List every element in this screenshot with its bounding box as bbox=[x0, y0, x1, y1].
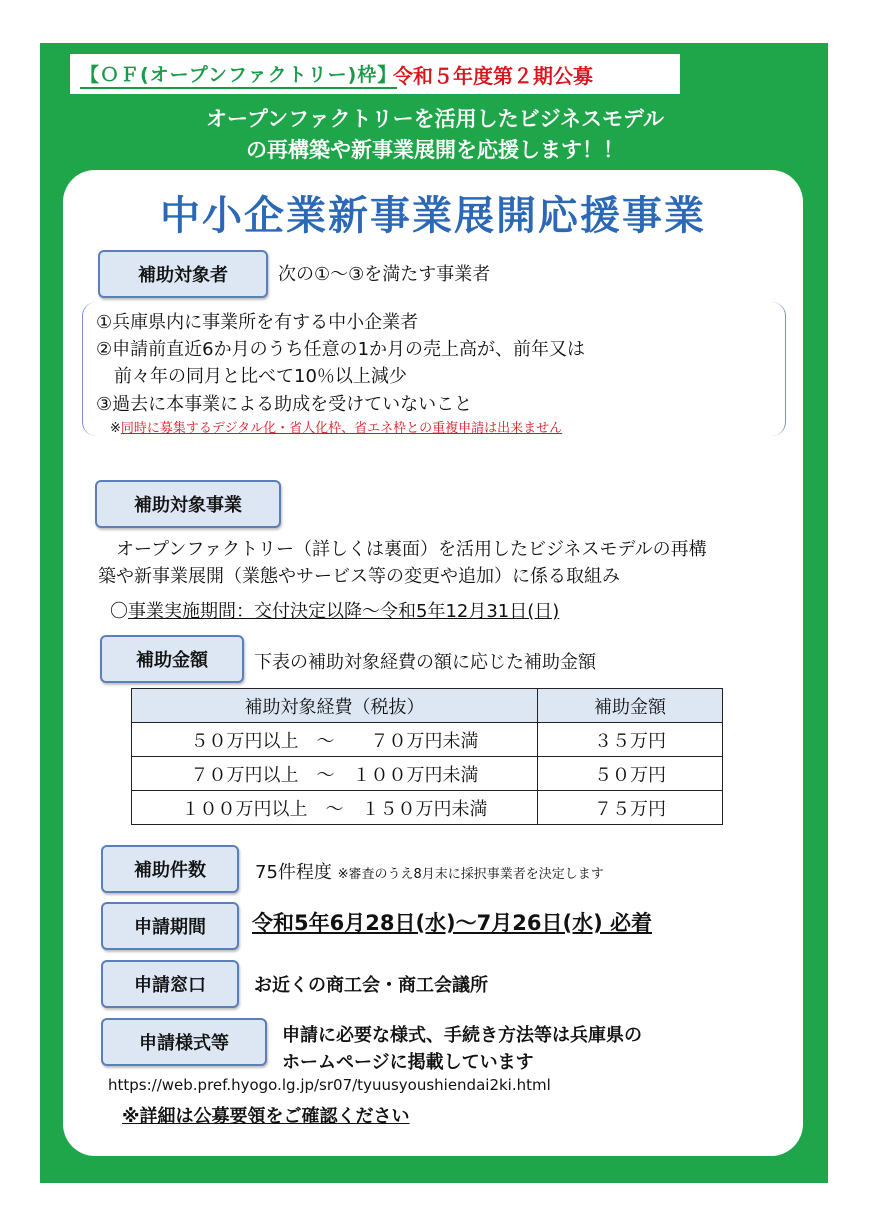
tagline-line-1: オープンファクトリーを活用したビジネスモデル bbox=[205, 107, 664, 131]
detail-note: ※詳細は公募要領をご確認ください bbox=[122, 1106, 410, 1127]
eligibility-item-2: ②申請前直近6か月のうち任意の1か月の売上高が、前年又は bbox=[96, 339, 586, 360]
eligibility-item-2-cont: 前々年の同月と比べて10％以上減少 bbox=[96, 366, 407, 387]
table-cell-amount: ３５万円 bbox=[538, 723, 723, 757]
hyogo-url-link[interactable]: https://web.pref.hyogo.lg.jp/sr07/tyuusyoushiendai2ki.html bbox=[108, 1076, 551, 1094]
application-period-label: 申請期間 bbox=[101, 902, 239, 950]
forms-value-2: ホームページに掲載しています bbox=[282, 1052, 534, 1073]
project-desc-2: 築や新事業展開（業態やサービス等の変更や追加）に係る取組み bbox=[98, 566, 620, 587]
project-period: 〇事業実施期間：交付決定以降～令和5年12月31日(日) bbox=[110, 601, 560, 622]
eligibility-item-1: ①兵庫県内に事業所を有する中小企業者 bbox=[96, 312, 419, 333]
project-label: 補助対象事業 bbox=[95, 480, 281, 528]
eligibility-item-3: ③過去に本事業による助成を受けていないこと bbox=[96, 394, 473, 415]
subsidy-table bbox=[131, 688, 723, 825]
table-header-amount: 補助金額 bbox=[538, 689, 723, 723]
tagline-line-2: の再構築や新事業展開を応援します！！ bbox=[246, 138, 624, 162]
duplicate-note: ※同時に募集するデジタル化・省人化枠、省エネ枠との重複申請は出来ません bbox=[110, 421, 563, 436]
table-cell-amount: ７５万円 bbox=[538, 791, 723, 825]
frame-tag: 【ＯＦ(オープンファクトリー)枠】 bbox=[80, 60, 397, 89]
office-value: お近くの商工会・商工会議所 bbox=[254, 975, 488, 996]
table-cell-cost: １００万円以上 ～ １５０万円未満 bbox=[132, 791, 538, 825]
office-label: 申請窓口 bbox=[101, 960, 239, 1008]
table-cell-cost: ７０万円以上 ～ １００万円未満 bbox=[132, 757, 538, 791]
eligibility-intro: 次の①～③を満たす事業者 bbox=[278, 264, 491, 285]
table-row bbox=[132, 791, 723, 825]
table-header-row bbox=[132, 689, 723, 723]
project-desc-1: オープンファクトリー（詳しくは裏面）を活用したビジネスモデルの再構 bbox=[98, 539, 707, 560]
forms-label: 申請様式等 bbox=[101, 1018, 267, 1066]
table-cell-amount: ５０万円 bbox=[538, 757, 723, 791]
table-row bbox=[132, 723, 723, 757]
forms-value-1: 申請に必要な様式、手続き方法等は兵庫県の bbox=[282, 1025, 642, 1046]
table-row bbox=[132, 757, 723, 791]
application-period-value: 令和5年6月28日(水)～7月26日(水) 必着 bbox=[252, 911, 652, 935]
eligibility-label: 補助対象者 bbox=[98, 250, 268, 298]
count-value: 75件程度 ※審査のうえ8月末に採択事業者を決定します bbox=[255, 862, 604, 883]
count-label: 補助件数 bbox=[101, 845, 239, 893]
table-cell-cost: ５０万円以上 ～ ７０万円未満 bbox=[132, 723, 538, 757]
amount-label: 補助金額 bbox=[100, 635, 244, 683]
page-title: 中小企業新事業展開応援事業 bbox=[160, 193, 706, 239]
recruitment-period: 令和５年度第２期公募 bbox=[393, 64, 593, 88]
amount-intro: 下表の補助対象経費の額に応じた補助金額 bbox=[254, 652, 596, 673]
table-header-cost: 補助対象経費（税抜） bbox=[132, 689, 538, 723]
